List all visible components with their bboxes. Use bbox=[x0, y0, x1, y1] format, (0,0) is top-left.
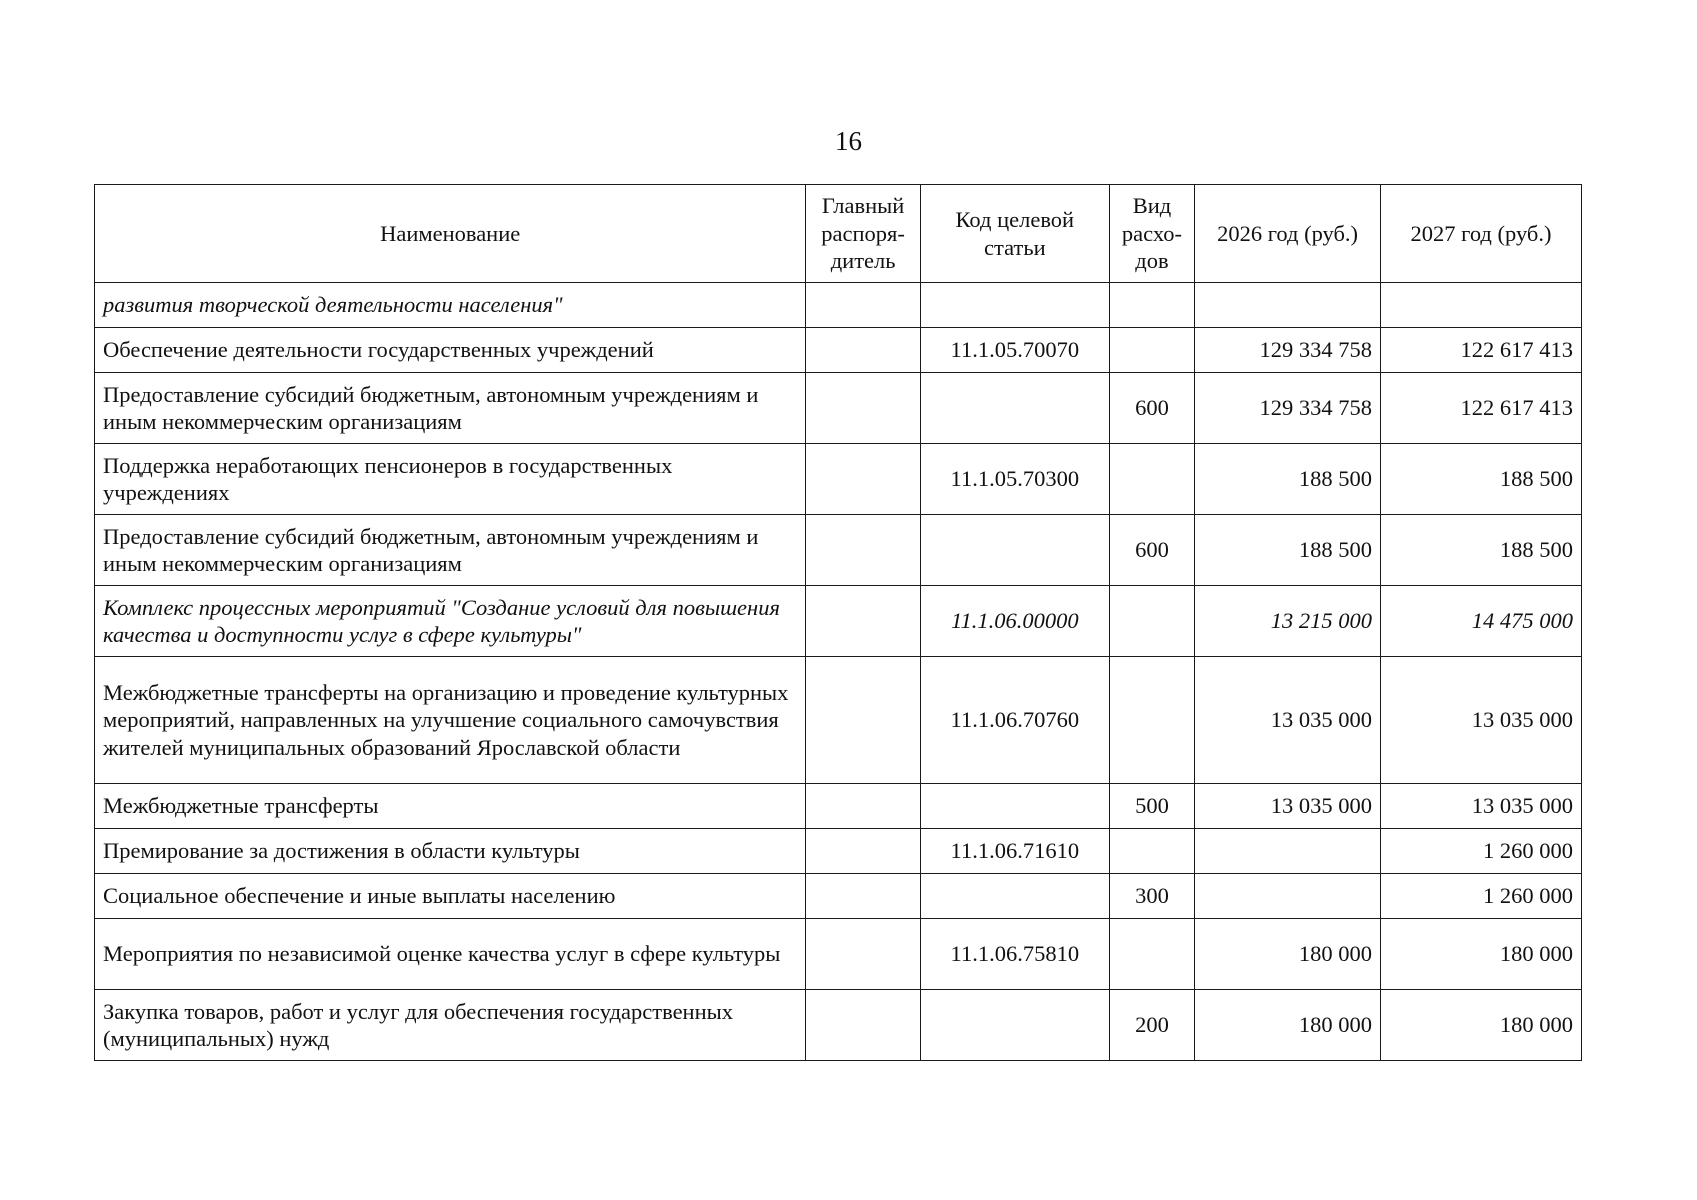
cell-2026: 188 500 bbox=[1195, 515, 1381, 586]
cell-admin bbox=[806, 328, 921, 373]
cell-2026: 129 334 758 bbox=[1195, 328, 1381, 373]
table-body bbox=[95, 283, 1582, 1061]
cell-2027: 180 000 bbox=[1381, 990, 1582, 1061]
cell-kind bbox=[1109, 444, 1194, 515]
table-row bbox=[95, 784, 1582, 829]
table-row bbox=[95, 657, 1582, 784]
cell-name: Предоставление субсидий бюджетным, автономным учреждениям и иным некоммерческим организациям bbox=[95, 515, 806, 586]
cell-admin bbox=[806, 829, 921, 874]
cell-2027: 13 035 000 bbox=[1381, 657, 1582, 784]
cell-2026: 13 035 000 bbox=[1195, 784, 1381, 829]
cell-kind: 200 bbox=[1109, 990, 1194, 1061]
table-row bbox=[95, 283, 1582, 328]
cell-code bbox=[920, 990, 1109, 1061]
cell-2026: 188 500 bbox=[1195, 444, 1381, 515]
header-2027: 2027 год (руб.) bbox=[1381, 185, 1582, 283]
cell-2027: 122 617 413 bbox=[1381, 328, 1582, 373]
cell-code: 11.1.06.71610 bbox=[920, 829, 1109, 874]
table-row bbox=[95, 373, 1582, 444]
cell-admin bbox=[806, 373, 921, 444]
cell-2027: 1 260 000 bbox=[1381, 874, 1582, 919]
table-row bbox=[95, 919, 1582, 990]
cell-2027: 180 000 bbox=[1381, 919, 1582, 990]
cell-2027 bbox=[1381, 283, 1582, 328]
cell-kind bbox=[1109, 829, 1194, 874]
table-row bbox=[95, 586, 1582, 657]
page-number: 16 bbox=[835, 126, 862, 156]
cell-2026: 129 334 758 bbox=[1195, 373, 1381, 444]
cell-name: Обеспечение деятельности государственных учреждений bbox=[95, 328, 806, 373]
cell-kind bbox=[1109, 919, 1194, 990]
cell-2026 bbox=[1195, 874, 1381, 919]
cell-code bbox=[920, 515, 1109, 586]
cell-name: Межбюджетные трансферты bbox=[95, 784, 806, 829]
cell-name: Предоставление субсидий бюджетным, автономным учреждениям и иным некоммерческим организациям bbox=[95, 373, 806, 444]
cell-name: Поддержка неработающих пенсионеров в государственных учреждениях bbox=[95, 444, 806, 515]
cell-admin bbox=[806, 990, 921, 1061]
cell-admin bbox=[806, 919, 921, 990]
cell-2027: 122 617 413 bbox=[1381, 373, 1582, 444]
cell-name: Закупка товаров, работ и услуг для обеспечения государственных (муниципальных) нужд bbox=[95, 990, 806, 1061]
cell-2027: 188 500 bbox=[1381, 515, 1582, 586]
table-row bbox=[95, 515, 1582, 586]
cell-name: развития творческой деятельности населения" bbox=[95, 283, 806, 328]
cell-kind bbox=[1109, 586, 1194, 657]
table-row bbox=[95, 444, 1582, 515]
cell-name: Социальное обеспечение и иные выплаты населению bbox=[95, 874, 806, 919]
cell-name: Межбюджетные трансферты на организацию и проведение культурных мероприятий, направленных на улучшение социального самочувствия жителей муниципальных образований Ярославской области bbox=[95, 657, 806, 784]
header-2026: 2026 год (руб.) bbox=[1195, 185, 1381, 283]
cell-2027: 188 500 bbox=[1381, 444, 1582, 515]
cell-code: 11.1.05.70300 bbox=[920, 444, 1109, 515]
cell-code bbox=[920, 874, 1109, 919]
cell-2026: 13 035 000 bbox=[1195, 657, 1381, 784]
cell-kind: 300 bbox=[1109, 874, 1194, 919]
cell-2026 bbox=[1195, 283, 1381, 328]
cell-code: 11.1.06.00000 bbox=[920, 586, 1109, 657]
header-row bbox=[95, 185, 1582, 283]
cell-name: Комплекс процессных мероприятий "Создание условий для повышения качества и доступности услуг в сфере культуры" bbox=[95, 586, 806, 657]
table-row bbox=[95, 328, 1582, 373]
table-row bbox=[95, 874, 1582, 919]
table-row bbox=[95, 990, 1582, 1061]
cell-code: 11.1.06.75810 bbox=[920, 919, 1109, 990]
cell-2026: 13 215 000 bbox=[1195, 586, 1381, 657]
cell-kind bbox=[1109, 328, 1194, 373]
cell-kind: 600 bbox=[1109, 373, 1194, 444]
cell-2027: 14 475 000 bbox=[1381, 586, 1582, 657]
cell-admin bbox=[806, 874, 921, 919]
cell-2027: 13 035 000 bbox=[1381, 784, 1582, 829]
cell-name: Мероприятия по независимой оценке качества услуг в сфере культуры bbox=[95, 919, 806, 990]
cell-admin bbox=[806, 657, 921, 784]
cell-code bbox=[920, 283, 1109, 328]
cell-admin bbox=[806, 515, 921, 586]
header-name: Наименование bbox=[95, 185, 806, 283]
cell-admin bbox=[806, 784, 921, 829]
header-kind: Вид расхо-дов bbox=[1109, 185, 1194, 283]
cell-admin bbox=[806, 586, 921, 657]
cell-2026: 180 000 bbox=[1195, 919, 1381, 990]
cell-code: 11.1.06.70760 bbox=[920, 657, 1109, 784]
cell-kind bbox=[1109, 657, 1194, 784]
cell-2027: 1 260 000 bbox=[1381, 829, 1582, 874]
cell-kind bbox=[1109, 283, 1194, 328]
cell-kind: 500 bbox=[1109, 784, 1194, 829]
cell-2026: 180 000 bbox=[1195, 990, 1381, 1061]
cell-name: Премирование за достижения в области культуры bbox=[95, 829, 806, 874]
budget-table bbox=[94, 184, 1582, 1061]
cell-admin bbox=[806, 444, 921, 515]
cell-code bbox=[920, 373, 1109, 444]
cell-admin bbox=[806, 283, 921, 328]
cell-2026 bbox=[1195, 829, 1381, 874]
table-row bbox=[95, 829, 1582, 874]
cell-code: 11.1.05.70070 bbox=[920, 328, 1109, 373]
header-admin: Главный распоря-дитель bbox=[806, 185, 921, 283]
header-code: Код целевой статьи bbox=[920, 185, 1109, 283]
cell-code bbox=[920, 784, 1109, 829]
cell-kind: 600 bbox=[1109, 515, 1194, 586]
